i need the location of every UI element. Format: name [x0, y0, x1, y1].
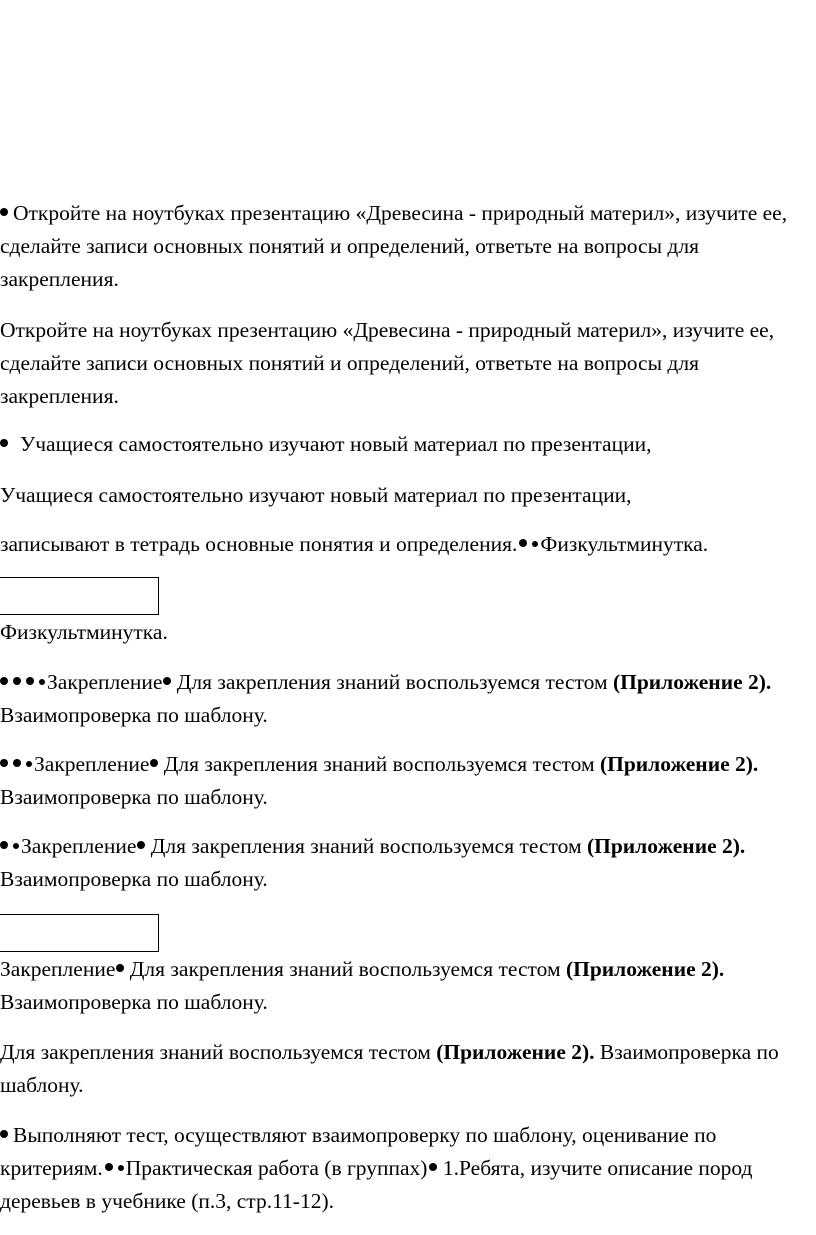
- paragraph-10-text-b: Для закрепления знаний воспользуемся тестом: [124, 957, 566, 981]
- paragraph-10-text-a: Закрепление: [0, 957, 116, 981]
- bullet-icon: [0, 208, 8, 216]
- paragraph-10-text-c: Взаимопроверка по шаблону.: [0, 990, 268, 1014]
- paragraph-11-text-a: Для закрепления знаний воспользуемся тестом: [0, 1040, 437, 1064]
- bullet-icon: [26, 761, 32, 767]
- bullet-icon: [0, 1130, 8, 1138]
- bullet-icon: [26, 677, 34, 685]
- paragraph-7-text-b: Для закрепления знаний воспользуемся тестом: [171, 670, 613, 694]
- paragraph-5: [0, 528, 810, 561]
- bullet-icon: [0, 841, 8, 849]
- bullet-icon: [118, 1165, 124, 1171]
- bullet-icon: [0, 439, 8, 447]
- paragraph-4-text: Учащиеся самостоятельно изучают новый материал по презентации,: [0, 483, 632, 507]
- bullet-icon: [39, 679, 45, 685]
- paragraph-7-text-c: Взаимопроверка по шаблону.: [0, 703, 268, 727]
- empty-box: [0, 914, 159, 952]
- paragraph-7: [0, 666, 810, 732]
- paragraph-8: [0, 748, 810, 814]
- paragraph-9-text-a: Закрепление: [21, 834, 137, 858]
- paragraph-2-text: Откройте на ноутбуках презентацию «Древесина - природный материл», изучите ее, сделайте записи основных понятий и определений, ответьте на вопросы для закрепления.: [0, 318, 775, 408]
- bullet-icon: [0, 759, 8, 767]
- paragraph-5-text: записывают в тетрадь основные понятия и определения.: [0, 532, 518, 556]
- paragraph-7-bold: (Приложение 2).: [612, 670, 772, 694]
- paragraph-7-text-a: Закрепление: [47, 670, 163, 694]
- paragraph-1-text: Откройте на ноутбуках презентацию «Древесина - природный материл», изучите ее, сделайте записи основных понятий и определений, ответьте на вопросы для закрепления.: [0, 201, 788, 291]
- paragraph-11: [0, 1036, 810, 1102]
- paragraph-11-bold: (Приложение 2).: [436, 1040, 595, 1064]
- paragraph-12-text-b: Практическая работа (в группах): [125, 1156, 428, 1180]
- paragraph-8-text-a: Закрепление: [34, 752, 150, 776]
- paragraph-9: [0, 830, 810, 896]
- paragraph-3-text: Учащиеся самостоятельно изучают новый материал по презентации,: [20, 432, 652, 456]
- bullet-icon: [13, 677, 21, 685]
- bullet-icon: [0, 677, 8, 685]
- paragraph-11-text-c: Взаимопроверка по шаблону.: [0, 1040, 779, 1097]
- paragraph-9-text-b: Для закрепления знаний воспользуемся тестом: [145, 834, 587, 858]
- paragraph-9-text-c: Взаимопроверка по шаблону.: [0, 867, 268, 891]
- paragraph-10: [0, 953, 810, 1019]
- paragraph-5-text-b: Физкультминутка.: [540, 532, 709, 556]
- paragraph-4: [0, 479, 810, 512]
- paragraph-12-text-a: Выполняют тест, осуществляют взаимопроверку по шаблону, оценивание по критериям.: [0, 1123, 717, 1180]
- paragraph-8-text-c: Взаимопроверка по шаблону.: [0, 785, 268, 809]
- bullet-icon: [13, 759, 21, 767]
- paragraph-12-text-c: 1.Ребята, изучите описание пород деревьев в учебнике (п.3, стр.11-12).: [0, 1156, 753, 1213]
- bullet-icon: [13, 843, 19, 849]
- paragraph-10-bold: (Приложение 2).: [565, 957, 725, 981]
- paragraph-8-bold: (Приложение 2).: [599, 752, 759, 776]
- bullet-icon: [519, 539, 527, 547]
- paragraph-3: [0, 428, 810, 461]
- paragraph-9-bold: (Приложение 2).: [586, 834, 746, 858]
- paragraph-6: [0, 616, 810, 649]
- bullet-icon: [532, 541, 538, 547]
- paragraph-1: [0, 197, 810, 296]
- paragraph-2: [0, 314, 810, 413]
- bullet-icon: [105, 1163, 113, 1171]
- empty-box: [0, 577, 159, 615]
- paragraph-8-text-b: Для закрепления знаний воспользуемся тестом: [158, 752, 600, 776]
- paragraph-6-text: Физкультминутка.: [0, 620, 168, 644]
- paragraph-12: [0, 1119, 810, 1218]
